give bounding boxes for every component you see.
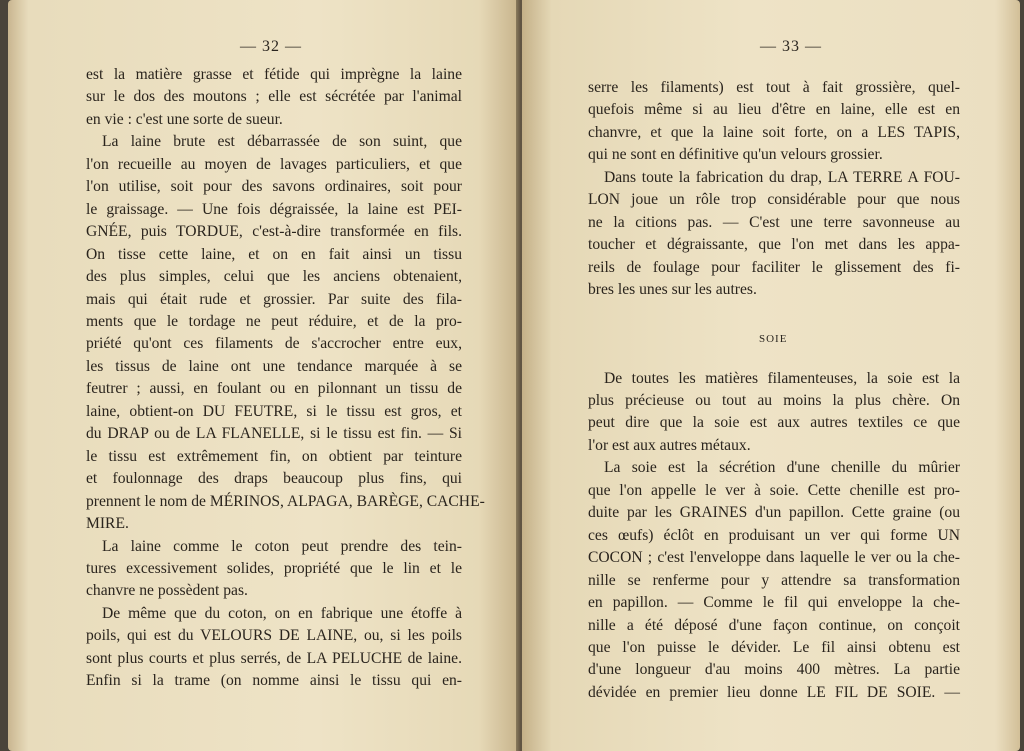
- text-line: laine, obtient-on DU FEUTRE, si le tissu est gros, et: [86, 402, 462, 420]
- text-line: des plus simples, celui que les anciens obtenaient,: [86, 268, 462, 286]
- text-line: duite par les GRAINES d'un papillon. Cette graine (ou: [588, 504, 960, 522]
- text-line: reils de foulage pour faciliter le glissement des fi-: [588, 258, 960, 276]
- text-line: ments que le tordage ne peut réduire, et de la pro-: [86, 312, 462, 330]
- text-line: en papillon. — Comme le fil qui enveloppe la che-: [588, 594, 960, 612]
- text-line: MIRE.: [86, 515, 129, 533]
- section-title: SOIE: [759, 333, 788, 345]
- text-line: nille se renferme pour y attendre sa transformation: [588, 571, 960, 589]
- text-line: quefois même si au lieu d'être en laine, elle est en: [588, 101, 960, 119]
- text-line: les tissus de laine ont une tendance marquée à se: [86, 357, 462, 375]
- text-line: feutrer ; aussi, en foulant ou en pilonnant un tissu de: [86, 380, 462, 398]
- text-line: sur le dos des moutons ; elle est sécrétée par l'animal: [86, 88, 462, 106]
- left-page: [8, 0, 520, 751]
- text-line: Dans toute la fabrication du drap, LA TERRE A FOU-: [604, 168, 960, 186]
- text-line: La soie est la sécrétion d'une chenille du mûrier: [604, 459, 960, 477]
- text-line: l'on recueille au moyen de lavages particuliers, et que: [86, 155, 462, 173]
- text-line: le graissage. — Une fois dégraissée, la laine est PEI-: [86, 200, 462, 218]
- text-line: De même que du coton, on en fabrique une étoffe à: [102, 604, 462, 622]
- text-line: toucher et dégraissante, que l'on met dans les appa-: [588, 236, 960, 254]
- text-line: ne la citions pas. — C'est une terre savonneuse au: [588, 213, 960, 231]
- text-line: tures excessivement solides, propriété que le lin et le: [86, 559, 462, 577]
- text-line: chanvre, et que la laine soit forte, on a LES TAPIS,: [588, 123, 960, 141]
- text-line: La laine brute est débarrassée de son suint, que: [102, 133, 462, 151]
- text-line: qui ne sont en définitive qu'un velours grossier.: [588, 146, 883, 164]
- text-line: l'on utilise, soit pour des savons ordinaires, soit pour: [86, 178, 462, 196]
- text-line: GNÉE, puis TORDUE, c'est-à-dire transformée en fils.: [86, 223, 462, 241]
- text-line: et foulonnage des draps beaucoup plus fins, qui: [86, 470, 462, 488]
- right-page: [522, 0, 1020, 751]
- text-line: est la matière grasse et fétide qui imprègne la laine: [86, 66, 462, 83]
- left-page-text: [86, 64, 485, 693]
- text-line: du DRAP ou de LA FLANELLE, si le tissu est fin. — Si: [86, 425, 462, 443]
- text-line: que l'on puisse le dévider. Le fil ainsi obtenu est: [588, 638, 960, 656]
- text-line: COCON ; c'est l'enveloppe dans laquelle le ver ou la che-: [588, 549, 960, 567]
- text-line: mais qui était rude et grossier. Par suite des fila-: [86, 290, 462, 308]
- text-line: La laine comme le coton peut prendre des tein-: [102, 537, 462, 555]
- text-line: serre les filaments) est tout à fait grossière, quel-: [588, 79, 960, 96]
- text-line: LON joue un rôle trop considérable pour que nous: [588, 191, 960, 209]
- text-line: chanvre ne possèdent pas.: [86, 582, 248, 600]
- right-page-text: [588, 77, 960, 704]
- page-number-left: — 32 —: [240, 38, 302, 55]
- text-line: poils, qui est du VELOURS DE LAINE, ou, si les poils: [86, 627, 462, 645]
- text-line: priété qu'ont ces filaments de s'accrocher entre eux,: [86, 335, 462, 353]
- text-line: en vie : c'est une sorte de sueur.: [86, 110, 283, 128]
- text-line: Enfin si la trame (on nomme ainsi le tissu qui en-: [86, 672, 462, 690]
- text-line: que l'on appelle le ver à soie. Cette chenille est pro-: [588, 481, 960, 499]
- text-line: On tisse cette laine, et on en fait ainsi un tissu: [86, 245, 462, 263]
- text-line: dévidée en premier lieu donne LE FIL DE SOIE. —: [588, 683, 960, 701]
- text-line: nille a été déposé d'une façon continue, on conçoit: [588, 616, 960, 634]
- text-line: De toutes les matières filamenteuses, la soie est la: [604, 369, 960, 387]
- text-line: ces œufs) éclôt en produisant un ver qui forme UN: [588, 526, 960, 544]
- text-line: le tissu est extrêmement fin, on obtient par teinture: [86, 447, 462, 465]
- text-line: d'une longueur d'au moins 400 mètres. La partie: [588, 661, 960, 679]
- page-number-right: — 33 —: [760, 38, 822, 55]
- text-line: bres les unes sur les autres.: [588, 281, 757, 299]
- text-line: peut dire que la soie est aux autres textiles ce que: [588, 414, 960, 432]
- text-line: prennent le nom de MÉRINOS, ALPAGA, BARÈGE, CACHE-: [86, 492, 485, 510]
- text-line: sont plus courts et plus serrés, de LA PELUCHE de laine.: [86, 649, 462, 667]
- text-line: l'or est aux autres métaux.: [588, 436, 751, 454]
- text-line: plus précieuse ou tout au moins la plus chère. On: [588, 391, 960, 409]
